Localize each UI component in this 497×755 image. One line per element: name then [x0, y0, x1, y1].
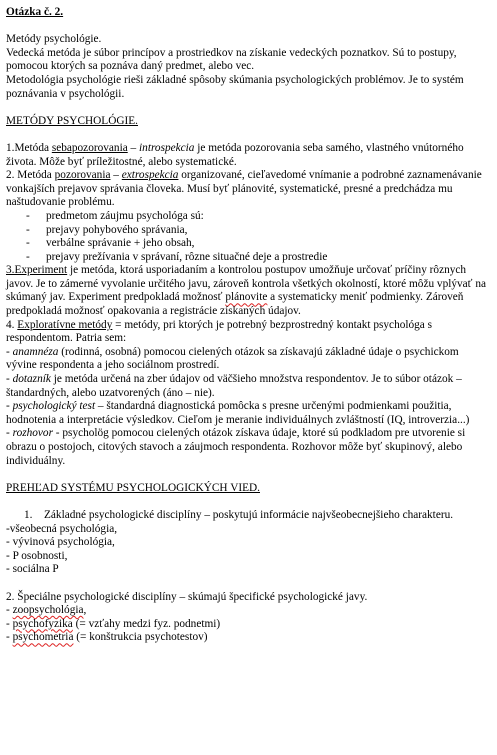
- exploratory-term: dotazník: [12, 373, 51, 386]
- list-item: [24, 509, 489, 523]
- overview-heading: PREHĽAD SYSTÉMU PSYCHOLOGICKÝCH VIED.: [6, 481, 260, 494]
- method-2-latin: extrospekcia: [121, 169, 179, 182]
- method-3-text: je metóda, ktorá usporiadaním a kontrolou postupov umožňuje určovať príčiny rôznych javov. Je to zámerné vyvolanie určitého javu, zároveň kontrola všetkých okolností, ktoré môžu vplývať na skúmaný jav. Experiment predpokladá možnosť: [6, 264, 486, 304]
- method-1-text: je metóda pozorovania seba samého, vlastného vnútorného života. Môže byť príležitostné, alebo systematické.: [6, 141, 464, 168]
- method-introspection: [6, 142, 489, 169]
- list-item: -všeobecná psychológia,: [6, 522, 118, 535]
- list-item: - psychometria (= konštrukcia psychotestov): [6, 631, 208, 644]
- method-exploratory: [6, 319, 489, 346]
- method-2-dash: –: [110, 169, 122, 182]
- exploratory-term: rozhovor: [12, 427, 53, 440]
- intro-line-2: Vedecká metóda je súbor princípov a prostriedkov na získanie vedeckých poznatkov. Sú to postupy, pomocou ktorých sa poznáva daný predmet, alebo vec.: [6, 46, 457, 73]
- method-2-text: organizované, cieľavedomé vnímanie a podrobné zaznamenávanie vonkajších prejavov správania človeka. Musí byť plánovité, systematické, presné a predchádza mu naštudovanie problému.: [6, 169, 482, 209]
- exploratory-text: - psycholög pomocou cielených otázok získava údaje, ktoré sú podkladom pre utvorenie si obrazu o postojoch, citových stavoch a záujmoch respondenta. Rozhovor môže byť skupinový, alebo individuálny.: [6, 427, 466, 467]
- list-item: - sociálna P: [6, 563, 59, 576]
- misspelled-term: zoopsychológia: [12, 604, 84, 617]
- list-item: - prejavy pohybového správania,: [26, 223, 188, 236]
- method-3-text-end: a systematicky meniť podmienky. Zároveň predpokladá možnosť opakovania a registrácie získaných údajov.: [6, 291, 464, 318]
- bullet-text: prejavy pohybového správania,: [46, 223, 188, 236]
- exploratory-text: (rodinná, osobná) pomocou cielených otázok sa získavajú základné údaje o psychickom vývine respondenta a jeho sociálnom prostredí.: [6, 345, 459, 372]
- list-item: - psychofyzika (= vzťahy medzi fyz. podnetmi): [6, 617, 221, 630]
- method-extrospection: [6, 169, 489, 210]
- methods-heading: METÓDY PSYCHOLÓGIE.: [6, 114, 139, 127]
- exploratory-term: anamnéza: [12, 345, 59, 358]
- method-4-term: Exploratívne metódy: [17, 318, 113, 331]
- method-1-term: sebapozorovania: [51, 141, 128, 154]
- list-item: - zoopsychológia,: [6, 604, 87, 617]
- list-item: - vývinová psychológia,: [6, 536, 115, 549]
- method-experiment: [6, 264, 489, 318]
- method-1-dash: –: [127, 141, 140, 154]
- method-4-text: = metódy, pri ktorých je potrebný bezprostredný kontakt psychológa s respondentom. Patria sem:: [6, 318, 433, 345]
- intro-line-1: Metódy psychológie.: [6, 33, 102, 46]
- list-item: - prejavy prežívania v správaní, rôzne situačné deje a prostredie: [26, 250, 328, 263]
- list-item: - verbálne správanie + jeho obsah,: [26, 237, 195, 250]
- list-item: - rozhovor - psycholög pomocou cielených otázok získava údaje, ktoré sú podkladom pre utvorenie si obrazu o postojoch, citových stavoch a záujmoch respondenta. Rozhovor môže byť skupinový, alebo individuálny.: [6, 427, 466, 467]
- exploratory-text: – štandardná diagnostická pomôcka s presne určenými podmienkami použitia, hodnotenia a interpretácie výsledkov. Cieľom je meranie individuálnych zvláštností (IQ, introverzia...): [6, 400, 470, 426]
- method-2-number: 2. Metóda: [6, 169, 55, 182]
- misspelled-term: psychofyzika: [12, 617, 73, 630]
- bullet-text: verbálne správanie + jeho obsah,: [46, 237, 195, 250]
- discipline-special-text: 2. Špeciálne psychologické disciplíny – skúmajú špecifické psychologické javy.: [6, 590, 368, 603]
- list-number: 1.: [24, 508, 33, 521]
- list-item: - psychologický test – štandardná diagnostická pomôcka s presne určenými podmienkami použitia, hodnotenia a interpretácie výsledkov. Cieľom je meranie individuálnych zvláštností (IQ, introverzia...): [6, 400, 470, 426]
- document-title: Otázka č. 2.: [6, 6, 64, 18]
- bullet-text: predmetom záujmu psychológa sú:: [46, 209, 204, 222]
- method-1-latin: introspekcia: [139, 141, 195, 154]
- discipline-basic-text: Základné psychologické disciplíny – poskytujú informácie najvšeobecnejšieho charakteru.: [44, 508, 454, 521]
- list-item: - dotazník je metóda určená na zber údajov od väčšieho množstva respondentov. Je to súbor otázok – štandardných, alebo uzatvorených (áno – nie).: [6, 373, 462, 399]
- method-4-number: 4.: [6, 318, 18, 331]
- method-3-term: 3.Experiment: [6, 264, 68, 277]
- exploratory-text: je metóda určená na zber údajov od väčšieho množstva respondentov. Je to súbor otázok – štandardných, alebo uzatvorených (áno – nie).: [6, 373, 462, 399]
- list-item: - P osobnosti,: [6, 549, 68, 562]
- intro-line-3: Metodológia psychológie rieši základné spôsoby skúmania psychologických problémov. Je to systém poznávania v psychológii.: [6, 73, 464, 100]
- method-2-term: pozorovania: [54, 169, 111, 182]
- list-item: - anamnéza (rodinná, osobná) pomocou cielených otázok sa získavajú základné údaje o psychickom vývine respondenta a jeho sociálnom prostredí.: [6, 345, 459, 372]
- exploratory-term: psychologický test: [12, 400, 96, 413]
- misspelled-term: psychometria: [12, 631, 74, 644]
- bullet-text: prejavy prežívania v správaní, rôzne situačné deje a prostredie: [46, 250, 328, 263]
- method-3-misspelled: plánovite: [225, 291, 268, 304]
- method-1-number: 1.Metóda: [6, 141, 52, 154]
- list-item: - predmetom záujmu psychológa sú:: [26, 209, 204, 222]
